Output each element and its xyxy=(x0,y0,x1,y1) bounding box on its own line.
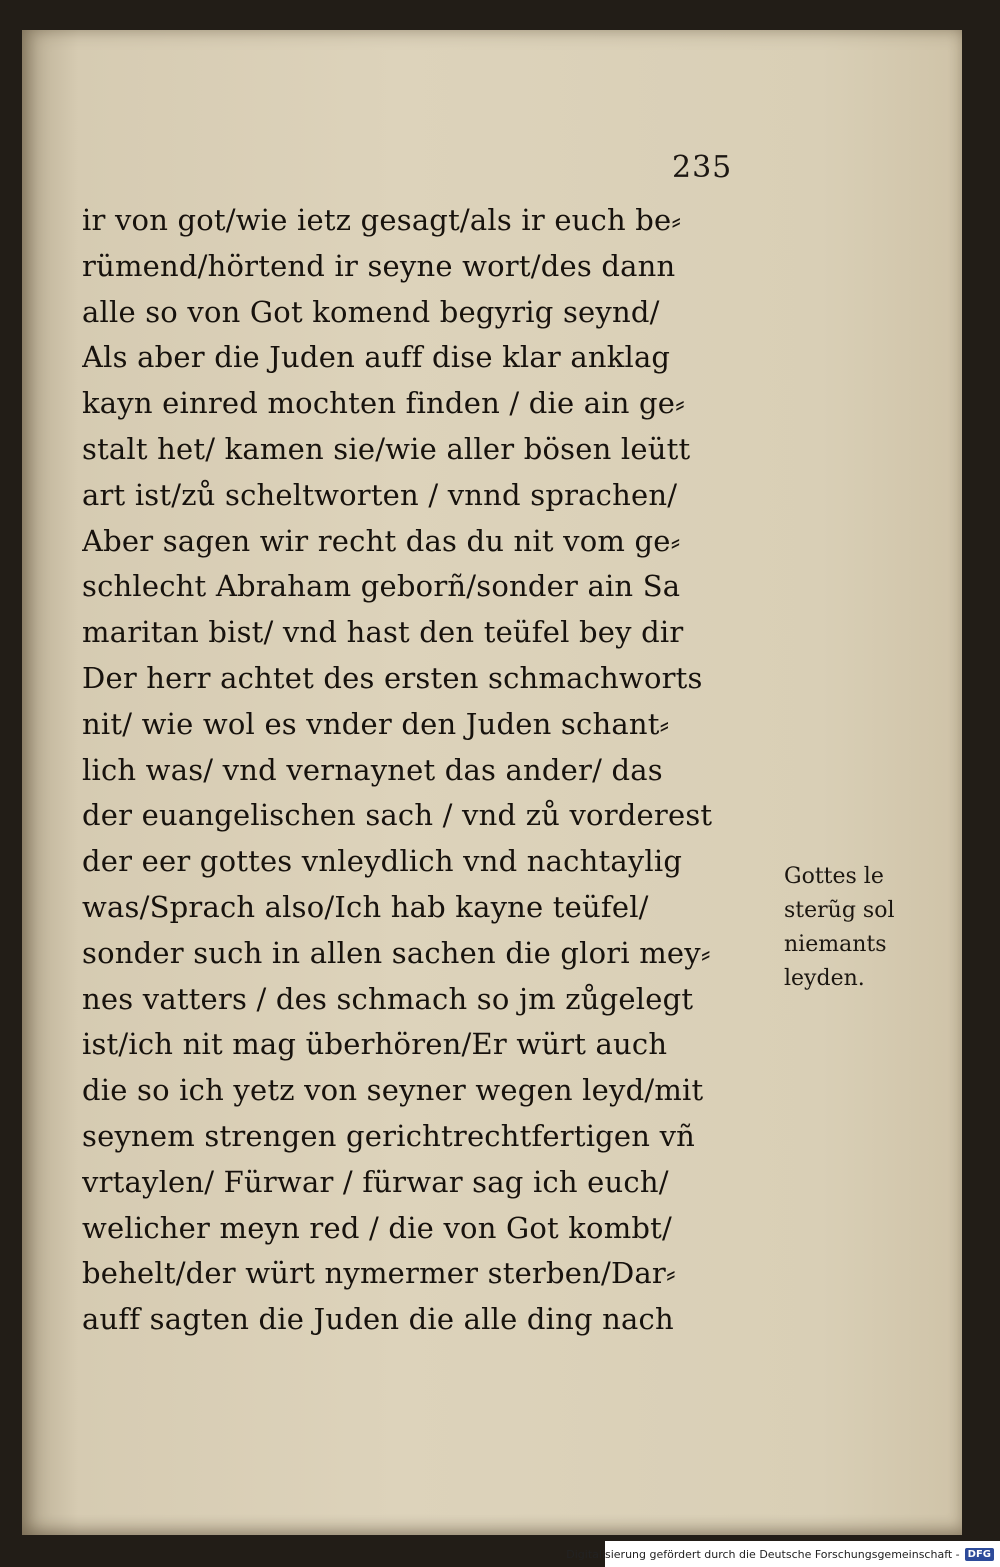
text-line: ist/ich nit mag überhören/Er würt auch xyxy=(82,1027,668,1062)
text-line: die so ich yetz von seyner wegen leyd/mit xyxy=(82,1073,704,1108)
text-line: rümend/hörtend ir seyne wort/des dann xyxy=(82,248,676,283)
text-line: auff sagten die Juden die alle ding nach xyxy=(82,1302,674,1337)
text-line: schlecht Abraham geborñ/sonder ain Sa xyxy=(82,569,681,604)
dfg-logo: DFG xyxy=(965,1548,994,1561)
marginal-note-line: leyden. xyxy=(784,966,865,991)
text-line: Aber sagen wir recht das du nit vom ge⸗ xyxy=(82,523,681,558)
main-text-block xyxy=(82,198,802,1343)
marginal-note-line: Gottes le xyxy=(784,864,884,889)
footer-credit-bar xyxy=(566,1541,1000,1567)
text-line: alle so von Got komend begyrig seynd/ xyxy=(82,294,660,329)
text-line: behelt/der würt nymermer sterben/Dar⸗ xyxy=(82,1256,676,1291)
marginal-note-line: sterũg sol xyxy=(784,898,895,923)
text-line: vrtaylen/ Fürwar / fürwar sag ich euch/ xyxy=(82,1164,669,1199)
text-line: nit/ wie wol es vnder den Juden schant⸗ xyxy=(82,706,670,741)
text-line: nes vatters / des schmach so jm zůgelegt xyxy=(82,981,694,1016)
footer-credit-text: Digitalisierung gefördert durch die Deutsche Forschungsgemeinschaft - xyxy=(566,1547,960,1561)
page-number: 235 xyxy=(672,150,733,185)
text-line: stalt het/ kamen sie/wie aller bösen leütt xyxy=(82,431,691,466)
text-line: ir von got/wie ietz gesagt/als ir euch be⸗ xyxy=(82,203,682,237)
text-line: Der herr achtet des ersten schmachworts xyxy=(82,660,703,695)
text-line: der euangelischen sach / vnd zů vorderest xyxy=(82,798,713,833)
text-line: art ist/zů scheltworten / vnnd sprachen/ xyxy=(82,477,678,512)
text-line: welicher meyn red / die von Got kombt/ xyxy=(82,1210,673,1245)
text-line: lich was/ vnd vernaynet das ander/ das xyxy=(82,752,663,787)
text-line: was/Sprach also/Ich hab kayne teüfel/ xyxy=(82,889,649,924)
text-line: der eer gottes vnleydlich vnd nachtaylig xyxy=(82,844,683,879)
book-page xyxy=(22,30,962,1535)
text-line: sonder such in allen sachen die glori mey⸗ xyxy=(82,935,711,970)
text-line: Als aber die Juden auff dise klar anklag xyxy=(82,340,671,375)
marginal-note-line: niemants xyxy=(784,932,887,957)
text-line: maritan bist/ vnd hast den teüfel bey dir xyxy=(82,615,684,650)
marginal-note xyxy=(784,860,974,996)
text-line: kayn einred mochten finden / die ain ge⸗ xyxy=(82,386,686,421)
text-line: seynem strengen gerichtrechtfertigen vñ xyxy=(82,1118,696,1153)
